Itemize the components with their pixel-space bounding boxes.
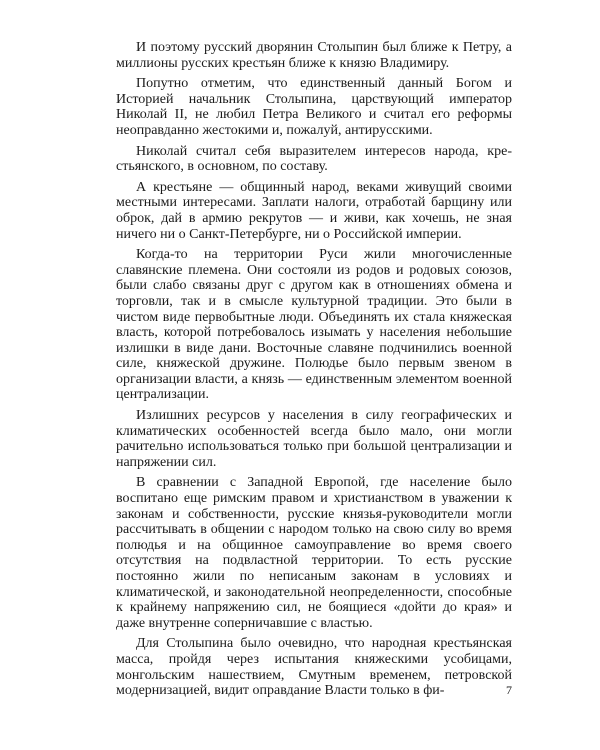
paragraph-2: Попутно отметим, что единственный данный Богом и Историей начальник Столыпина, царствующий император Николай II, не любил Петра Великого и считал его реформы неоправданно жестокими и, пожалуй, антирусскими. [116,76,512,138]
paragraph-7: В сравнении с Западной Европой, где население было воспитано еще римским правом и христианством в уважении к законам и собственности, русские князья-руководители могли рассчитывать в общении с народом только на свою силу во время полюдья и на общинное самоуправление во время своего отсутствия на подвластной территории. То есть русские постоянно жили по неписаным законам в условиях и климатической, и законодательной неопределенности, способные к крайнему напряжению сил, не боящиеся «дойти до края» и даже внутренне соперничавшие с властью. [116,475,512,631]
paragraph-8: Для Столыпина было очевидно, что народная крестьянская масса, пройдя через испытания княжескими усобицами, монгольским нашествием, Смутным временем, петровской модернизацией, видит оправдание Власти только в фи- [116,636,512,699]
paragraph-1: И поэтому русский дворянин Столыпин был ближе к Петру, а миллионы русских крестьян ближе к князю Владимиру. [116,40,512,71]
paragraph-6: Излишних ресурсов у населения в силу географических и климатических особенностей всегда было мало, они могли рачительно использоваться только при большой централизации и напряжении сил. [116,408,512,470]
text-body [116,40,512,699]
paragraph-4: А крестьяне — общинный народ, веками живущий своими местными интересами. Заплати налоги, отработай барщину или оброк, дай в армию рекрутов — и живи, как хочешь, не зная ничего ни о Санкт-Петербурге, ни о Российской империи. [116,179,512,242]
page-number: 7 [506,683,512,697]
paragraph-5: Когда-то на территории Руси жили многочисленные славянские племена. Они состояли из родов и родовых союзов, были слабо связаны друг с другом как в отношениях обмена и торговли, так и в смысле культурной традиции. Это были в чистом виде первобытные люди. Объединять их стала княжеская власть, которой потребовалось изымать у населения небольшие излишки в виде дани. Восточные славяне подчинились военной силе, княжеской дружине. Полюдье было первым звеном в организации власти, а князь — единственным элементом военной централизации. [116,247,512,403]
paragraph-3: Николай считал себя выразителем интересов народа, крестьянского, в основном, по составу. [116,143,512,175]
